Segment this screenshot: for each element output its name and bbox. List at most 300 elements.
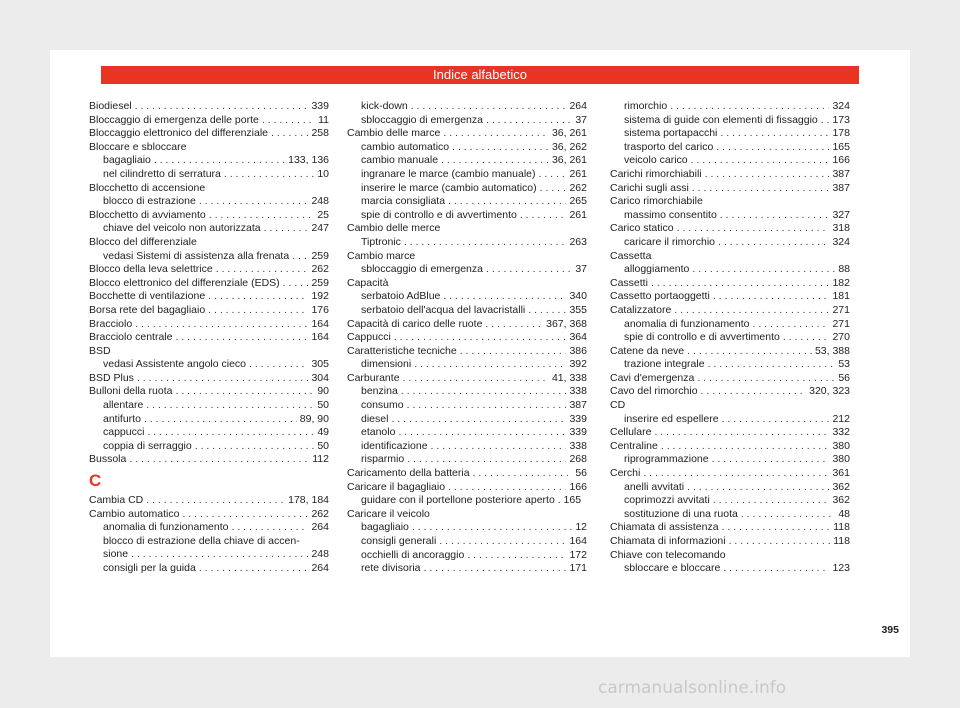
leader-dots xyxy=(540,182,567,196)
entry-page: 318 xyxy=(832,222,850,235)
index-entry[interactable] xyxy=(610,372,850,386)
index-entry[interactable] xyxy=(89,209,329,223)
index-entry[interactable] xyxy=(347,318,587,332)
index-subentry[interactable] xyxy=(89,548,329,562)
index-entry[interactable] xyxy=(610,426,850,440)
entry-page: 176 xyxy=(311,303,329,316)
entry-page: 133, 136 xyxy=(288,154,329,167)
entry-page: 271 xyxy=(832,303,850,316)
leader-dots xyxy=(705,168,830,182)
index-subentry[interactable] xyxy=(347,385,587,399)
entry-page: 164 xyxy=(311,317,329,330)
index-subentry[interactable] xyxy=(89,521,329,535)
leader-dots xyxy=(424,562,567,576)
index-entry[interactable] xyxy=(89,453,329,467)
leader-dots xyxy=(687,481,829,495)
entry-page: 262 xyxy=(569,181,587,194)
leader-dots xyxy=(412,521,572,535)
leader-dots xyxy=(135,100,309,114)
index-subentry[interactable] xyxy=(347,182,587,196)
leader-dots xyxy=(720,209,830,223)
entry-page: 339 xyxy=(569,426,587,439)
index-subheading: blocco di estrazione della chiave di accen- xyxy=(103,534,300,547)
entry-label: sbloccaggio di emergenza xyxy=(361,263,483,276)
entry-label: Chiamata di assistenza xyxy=(610,521,719,534)
entry-page: 37 xyxy=(575,113,587,126)
leader-dots xyxy=(283,277,309,291)
entry-page: 380 xyxy=(832,453,850,466)
entry-label: antifurto xyxy=(103,412,141,425)
entry-page: 164 xyxy=(311,331,329,344)
leader-dots xyxy=(146,399,314,413)
index-subentry[interactable] xyxy=(89,399,329,413)
entry-page: 36, 262 xyxy=(551,140,587,153)
entry-page: 41, 338 xyxy=(551,371,587,384)
index-entry[interactable] xyxy=(89,127,329,141)
index-subentry[interactable] xyxy=(610,154,850,168)
index-subentry[interactable] xyxy=(89,250,329,264)
index-subentry[interactable] xyxy=(347,399,587,413)
index-subentry[interactable] xyxy=(347,562,587,576)
leader-dots xyxy=(716,141,829,155)
entry-label: Cambia CD xyxy=(89,494,144,507)
entry-label: vedasi Sistemi di assistenza alla frenata xyxy=(103,249,290,262)
entry-label: cappucci xyxy=(103,426,145,439)
index-subentry[interactable] xyxy=(610,263,850,277)
leader-dots xyxy=(175,385,314,399)
index-entry[interactable] xyxy=(610,168,850,182)
entry-label: Caratteristiche tecniche xyxy=(347,344,457,357)
index-subentry[interactable] xyxy=(610,331,850,345)
entry-page: 49 xyxy=(317,426,329,439)
entry-label: diesel xyxy=(361,412,389,425)
entry-page: 118 xyxy=(833,521,850,534)
leader-dots xyxy=(407,453,566,467)
leader-dots xyxy=(741,508,835,522)
index-subentry[interactable] xyxy=(347,168,587,182)
entry-label: anelli avvitati xyxy=(624,480,685,493)
entry-label: Biodiesel xyxy=(89,100,132,112)
leader-dots xyxy=(723,562,829,576)
index-subentry[interactable] xyxy=(610,358,850,372)
entry-page: 339 xyxy=(311,100,329,112)
entry-label: ingranare le marce (cambio manuale) xyxy=(361,167,536,180)
entry-label: Cavi d'emergenza xyxy=(610,371,695,384)
index-entry[interactable] xyxy=(610,304,850,318)
entry-page: 178, 184 xyxy=(288,494,329,507)
entry-label: allentare xyxy=(103,399,144,412)
index-entry[interactable] xyxy=(610,222,850,236)
entry-label: serbatoio AdBlue xyxy=(361,290,441,303)
index-subentry[interactable] xyxy=(610,141,850,155)
entry-page: 340 xyxy=(569,290,587,303)
entry-label: Blocco della leva selettrice xyxy=(89,263,213,276)
index-subentry[interactable] xyxy=(347,114,587,128)
entry-page: 332 xyxy=(832,426,850,439)
index-entry[interactable] xyxy=(610,440,850,454)
index-subentry[interactable] xyxy=(610,562,850,576)
index-entry[interactable] xyxy=(89,290,329,304)
entry-page: 88 xyxy=(838,263,850,276)
leader-dots xyxy=(271,127,308,141)
entry-page: 259 xyxy=(311,249,329,262)
entry-page: 258 xyxy=(311,127,329,140)
leader-dots xyxy=(722,413,830,427)
entry-label: consigli per la guida xyxy=(103,562,196,574)
entry-page: 270 xyxy=(832,331,850,344)
index-heading: BSD xyxy=(89,344,111,357)
index-subentry[interactable] xyxy=(610,127,850,141)
entry-page: 355 xyxy=(569,303,587,316)
entry-page: 25 xyxy=(317,208,329,221)
entry-label: sbloccare e bloccare xyxy=(624,562,721,575)
entry-page: 305 xyxy=(311,358,329,371)
leader-dots xyxy=(485,318,543,332)
leader-dots xyxy=(701,385,807,399)
entry-page: 264 xyxy=(569,100,587,112)
leader-dots xyxy=(137,372,309,386)
leader-dots xyxy=(154,154,285,168)
entry-label: sostituzione di una ruota xyxy=(624,507,738,520)
page-title: Indice alfabetico xyxy=(101,66,859,84)
index-subentry[interactable] xyxy=(347,100,587,114)
index-entry[interactable] xyxy=(89,508,329,522)
index-subentry[interactable] xyxy=(89,440,329,454)
index-entry[interactable] xyxy=(610,182,850,196)
index-subentry[interactable] xyxy=(347,453,587,467)
leader-dots xyxy=(661,440,830,454)
entry-label: etanolo xyxy=(361,426,396,439)
leader-dots xyxy=(129,453,309,467)
index-entry[interactable] xyxy=(610,385,850,399)
index-entry[interactable] xyxy=(347,127,587,141)
entry-label: serbatoio dell'acqua del lavacristalli xyxy=(361,303,526,316)
index-entry[interactable] xyxy=(610,277,850,291)
entry-page: 367, 368 xyxy=(546,317,587,330)
index-entry[interactable] xyxy=(89,372,329,386)
entry-page: 324 xyxy=(832,100,850,112)
entry-page: 271 xyxy=(832,317,850,330)
index-entry[interactable] xyxy=(347,467,587,481)
index-entry[interactable] xyxy=(610,290,850,304)
entry-page: 387 xyxy=(832,167,850,180)
index-subentry[interactable] xyxy=(610,209,850,223)
entry-label: BSD Plus xyxy=(89,371,134,384)
index-subentry[interactable] xyxy=(610,413,850,427)
entry-label: anomalia di funzionamento xyxy=(624,317,750,330)
leader-dots xyxy=(651,277,830,291)
entry-label: veicolo carico xyxy=(624,154,688,167)
entry-label: inserire le marce (cambio automatico) xyxy=(361,181,537,194)
entry-page: 259 xyxy=(311,276,329,289)
entry-page: 212 xyxy=(832,412,850,425)
entry-label: alloggiamento xyxy=(624,263,690,276)
leader-dots xyxy=(718,236,829,250)
index-subentry[interactable] xyxy=(89,562,329,576)
index-subentry[interactable] xyxy=(347,426,587,440)
entry-label: Carico statico xyxy=(610,222,674,235)
entry-label: Cappucci xyxy=(347,331,391,344)
index-subentry[interactable] xyxy=(610,236,850,250)
entry-label: kick-down xyxy=(361,100,408,112)
entry-page: 48 xyxy=(838,507,850,520)
leader-dots xyxy=(232,521,309,535)
index-subentry[interactable] xyxy=(610,494,850,508)
entry-label: Centraline xyxy=(610,439,658,452)
entry-page: 50 xyxy=(317,399,329,412)
index-heading: Chiave con telecomando xyxy=(610,548,726,561)
watermark: carmanualsonline.info xyxy=(598,678,787,698)
entry-page: 387 xyxy=(569,399,587,412)
index-entry[interactable] xyxy=(89,263,329,277)
index-heading: Blocchetto di accensione xyxy=(89,181,206,194)
entry-label: occhielli di ancoraggio xyxy=(361,548,465,561)
leader-dots xyxy=(753,318,830,332)
index-entry[interactable] xyxy=(89,494,329,508)
leader-dots xyxy=(643,467,829,481)
index-entry[interactable] xyxy=(347,372,587,386)
entry-page: 37 xyxy=(575,263,587,276)
entry-label: Bocchette di ventilazione xyxy=(89,290,206,303)
leader-dots xyxy=(692,263,835,277)
entry-page: 166 xyxy=(569,480,587,493)
entry-label: Blocco elettronico del differenziale (EDS) xyxy=(89,276,280,289)
index-entry[interactable] xyxy=(347,345,587,359)
leader-dots xyxy=(443,127,549,141)
leader-dots xyxy=(687,345,812,359)
entry-page: 264 xyxy=(311,562,329,574)
leader-dots xyxy=(216,263,309,277)
entry-label: rete divisoria xyxy=(361,562,421,575)
index-subentry[interactable] xyxy=(347,358,587,372)
entry-label: Chiamata di informazioni xyxy=(610,535,726,547)
leader-dots xyxy=(147,426,314,440)
index-subentry[interactable] xyxy=(347,263,587,277)
index-subentry[interactable] xyxy=(347,290,587,304)
leader-dots xyxy=(398,426,566,440)
index-page xyxy=(50,50,910,657)
entry-label: cambio manuale xyxy=(361,154,439,167)
entry-label: Bloccaggio elettronico del differenziale xyxy=(89,127,269,140)
leader-dots xyxy=(486,114,572,128)
index-subentry-text[interactable]: guidare con il portellone posteriore aperto . 165 xyxy=(361,494,582,507)
leader-dots xyxy=(403,372,549,386)
entry-page: 362 xyxy=(832,494,850,507)
entry-page: 178 xyxy=(832,127,850,140)
index-subentry[interactable] xyxy=(89,413,329,427)
index-subentry[interactable] xyxy=(347,440,587,454)
entry-label: Catene da neve xyxy=(610,344,685,357)
index-entry[interactable] xyxy=(89,318,329,332)
index-subentry[interactable] xyxy=(347,209,587,223)
leader-dots xyxy=(391,413,566,427)
index-entry[interactable] xyxy=(89,304,329,318)
entry-page: 248 xyxy=(311,548,329,561)
index-entry[interactable] xyxy=(347,331,587,345)
leader-dots xyxy=(175,331,308,345)
entry-page: 112 xyxy=(312,453,329,466)
index-subentry[interactable] xyxy=(347,195,587,209)
index-subentry[interactable] xyxy=(610,100,850,114)
leader-dots xyxy=(292,250,308,264)
entry-page: 263 xyxy=(569,235,587,248)
entry-page: 36, 261 xyxy=(551,127,587,140)
index-entry[interactable] xyxy=(610,467,850,481)
entry-label: Carichi rimorchiabili xyxy=(610,167,702,180)
entry-label: Cellulare xyxy=(610,426,652,439)
index-subentry[interactable] xyxy=(347,549,587,563)
entry-page: 171 xyxy=(569,562,587,575)
entry-page: 264 xyxy=(311,521,329,534)
index-subentry[interactable] xyxy=(610,508,850,522)
index-subentry[interactable] xyxy=(347,236,587,250)
entry-page: 192 xyxy=(311,290,329,303)
index-subentry[interactable] xyxy=(89,195,329,209)
entry-label: Bracciolo centrale xyxy=(89,331,173,344)
index-entry[interactable] xyxy=(89,331,329,345)
entry-label: consumo xyxy=(361,399,404,412)
index-entry[interactable] xyxy=(89,100,329,114)
entry-label: blocco di estrazione xyxy=(103,195,196,208)
index-heading: CD xyxy=(610,399,626,412)
entry-page: 265 xyxy=(569,195,587,208)
entry-page: 324 xyxy=(832,235,850,248)
leader-dots xyxy=(443,290,566,304)
leader-dots xyxy=(199,195,309,209)
leader-dots xyxy=(441,154,549,168)
leader-dots xyxy=(182,508,308,522)
entry-label: Cavo del rimorchio xyxy=(610,385,698,398)
index-subentry[interactable] xyxy=(610,318,850,332)
entry-label: risparmio xyxy=(361,453,405,466)
leader-dots xyxy=(460,345,567,359)
index-column-2 xyxy=(347,100,587,576)
index-subentry[interactable] xyxy=(347,535,587,549)
index-subentry[interactable] xyxy=(610,453,850,467)
index-subentry[interactable] xyxy=(89,222,329,236)
entry-label: Cambio automatico xyxy=(89,507,180,520)
entry-page: 56 xyxy=(838,371,850,384)
entry-page: 304 xyxy=(311,371,329,384)
leader-dots xyxy=(448,481,566,495)
index-subentry[interactable] xyxy=(347,521,587,535)
index-entry[interactable] xyxy=(347,481,587,495)
entry-label: anomalia di funzionamento xyxy=(103,521,229,534)
index-subentry[interactable] xyxy=(347,413,587,427)
index-subentry[interactable] xyxy=(89,358,329,372)
index-entry[interactable] xyxy=(610,535,850,549)
entry-label: Caricare il bagagliaio xyxy=(347,480,446,493)
entry-label: sistema di guide con elementi di fissaggio . xyxy=(624,113,824,126)
index-subentry[interactable] xyxy=(610,481,850,495)
index-heading: Cambio delle merce xyxy=(347,222,441,235)
leader-dots xyxy=(452,141,549,155)
leader-dots xyxy=(209,209,315,223)
entry-label: Blocchetto di avviamento xyxy=(89,208,206,221)
leader-dots xyxy=(224,168,314,182)
entry-page: 338 xyxy=(569,439,587,452)
leader-dots xyxy=(407,399,567,413)
leader-dots xyxy=(199,562,309,576)
index-subentry[interactable] xyxy=(89,168,329,182)
leader-dots xyxy=(783,331,830,345)
entry-label: sbloccaggio di emergenza xyxy=(361,113,483,126)
index-subentry[interactable] xyxy=(89,426,329,440)
index-heading: Cambio marce xyxy=(347,249,416,262)
entry-page: 362 xyxy=(832,480,850,493)
entry-page: 261 xyxy=(569,208,587,221)
index-subentry[interactable] xyxy=(347,304,587,318)
index-column-1 xyxy=(89,100,329,576)
entry-label: Bulloni della ruota xyxy=(89,385,173,398)
entry-label: Bussola xyxy=(89,453,127,466)
leader-dots xyxy=(401,385,567,399)
leader-dots xyxy=(720,127,829,141)
entry-label: benzina xyxy=(361,385,398,398)
index-entry[interactable] xyxy=(610,345,850,359)
entry-label: Carichi sugli assi xyxy=(610,181,689,194)
entry-page: 50 xyxy=(317,439,329,452)
leader-dots xyxy=(674,304,829,318)
entry-label: Borsa rete del bagagliaio xyxy=(89,303,206,316)
index-entry[interactable] xyxy=(89,385,329,399)
index-subentry[interactable] xyxy=(347,154,587,168)
entry-label: bagagliaio xyxy=(361,521,409,534)
entry-page: 248 xyxy=(311,195,329,208)
index-heading: Carico rimorchiabile xyxy=(610,195,703,208)
entry-page: 268 xyxy=(569,453,587,466)
index-heading: Bloccare e sbloccare xyxy=(89,140,187,153)
leader-dots xyxy=(394,331,567,345)
entry-page: 164 xyxy=(569,535,587,547)
entry-label: Catalizzatore xyxy=(610,303,672,316)
entry-page: 327 xyxy=(832,208,850,221)
entry-label: marcia consigliata xyxy=(361,195,446,208)
entry-label: spie di controllo e di avvertimento xyxy=(624,331,780,344)
entry-label: riprogrammazione xyxy=(624,453,709,466)
leader-dots xyxy=(486,263,572,277)
entry-page: 338 xyxy=(569,385,587,398)
leader-dots xyxy=(654,426,829,440)
entry-label: Tiptronic xyxy=(361,235,401,248)
leader-dots xyxy=(431,440,567,454)
index-subentry[interactable] xyxy=(347,141,587,155)
index-entry[interactable] xyxy=(89,114,329,128)
leader-dots xyxy=(539,168,567,182)
leader-dots xyxy=(713,494,830,508)
index-subentry[interactable] xyxy=(89,154,329,168)
entry-label: inserire ed espellere xyxy=(624,412,719,425)
entry-page: 90 xyxy=(317,385,329,398)
leader-dots xyxy=(146,494,285,508)
leader-dots xyxy=(691,154,830,168)
index-entry[interactable] xyxy=(610,521,850,535)
entry-label: bagagliaio xyxy=(103,154,151,167)
entry-page: 380 xyxy=(832,439,850,452)
entry-label: coppia di serraggio xyxy=(103,439,192,452)
entry-page: 118 xyxy=(833,535,850,547)
entry-page: 361 xyxy=(832,467,850,480)
entry-label: caricare il rimorchio xyxy=(624,235,716,248)
entry-label: Cerchi xyxy=(610,467,641,480)
entry-page: 182 xyxy=(832,276,850,289)
entry-page: 261 xyxy=(569,167,587,180)
entry-page: 56 xyxy=(575,467,587,480)
entry-page: 386 xyxy=(569,344,587,357)
index-subentry[interactable] xyxy=(610,114,850,128)
entry-page: 387 xyxy=(832,181,850,194)
index-entry[interactable] xyxy=(89,277,329,291)
